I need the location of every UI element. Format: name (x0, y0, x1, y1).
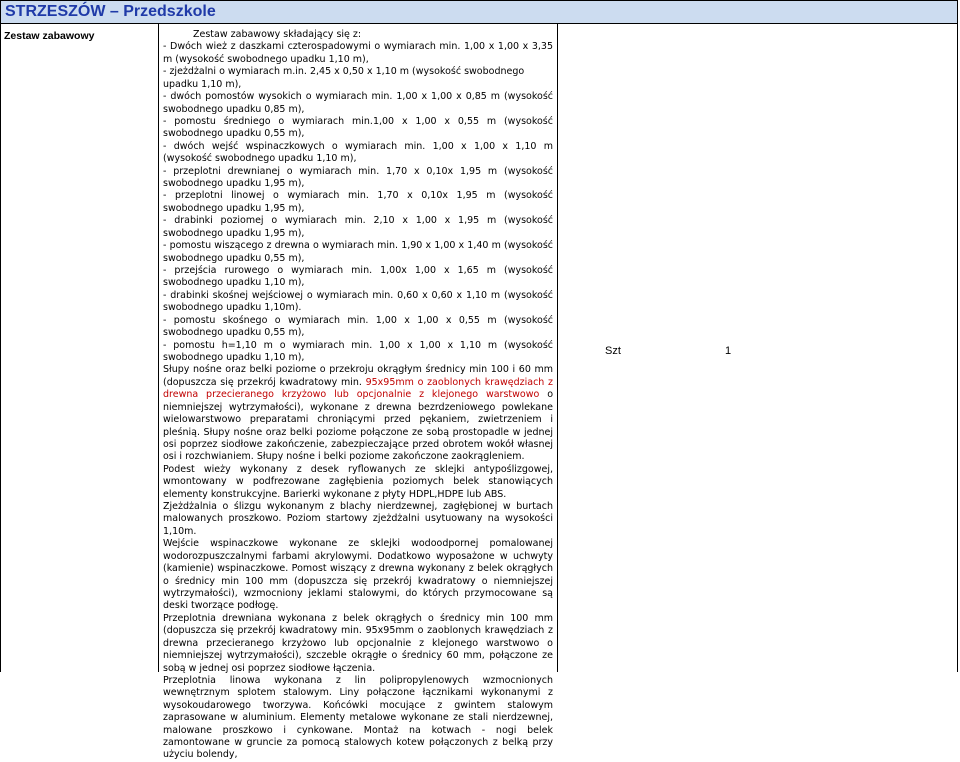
item-description (163, 29, 553, 762)
description-przeplotnia-drewniana: Przeplotnia drewniana wykonana z belek okrągłych o średnicy min 100 mm (dopuszcza się przekrój kwadratowy min. 95x95mm o zaoblonych krawędziach z drewna przecieranego krzyżowo lub opcjonalnie z klejonego warstwowo o niemniejszej wytrzymałości), szczeble okrągłe o średnicy 60 mm, połączone ze sobą w jednej osi poprzez siodłowe łączenia. (163, 612, 553, 674)
description-item: - dwóch wejść wspinaczkowych o wymiarach min. 1,00 x 1,00 x 1,10 m (wysokość swobodnego upadku 1,10 m), (163, 140, 553, 165)
section-header (0, 0, 958, 24)
description-item: - pomostu skośnego o wymiarach min. 1,00 x 1,00 x 0,55 m (wysokość swobodnego upadku 0,55 m), (163, 314, 553, 339)
description-item: - pomostu średniego o wymiarach min.1,00 x 1,00 x 0,55 m (wysokość swobodnego upadku 0,55 m), (163, 115, 553, 140)
slupy-text-continued: o niemniejszej wytrzymałości), wykonane z drewna bezrdzeniowego powlekane wielowarstwowo preparatami chroniącymi przed pękaniem, zwietrzeniem i pleśnią. Słupy nośne oraz belki poziome połączone ze sobą prostopadle w jednej osi poprzez siodłowe zakończenie, zabezpieczające przed obrotem wokół własnej osi i rozchwianiem. Słupy nośne i belki poziome zakończone zaokrągleniem. (163, 389, 553, 463)
description-podest: Podest wieży wykonany z desek ryflowanych ze sklejki antypoślizgowej, wmontowany w podfrezowane zagłębienia poziomych belek stanowiących elementy konstrukcyjne. Barierki wykonane z płyty HDPL,HDPE lub ABS. (163, 463, 553, 500)
description-item: - zjeżdżalni o wymiarach m.in. 2,45 x 0,50 x 1,10 m (wysokość swobodnego upadku 1,10 m), (163, 66, 525, 90)
description-wejscie: Wejście wspinaczkowe wykonane ze sklejki wodoodpornej pomalowanej wodorozpuszczalnymi farbami akrylowymi. Dodatkowo wyposażone w uchwyty (kamienie) wspinaczkowe. Pomost wiszący z drewna wykonany z belek okrągłych o średnicy min 100 mm (dopuszcza się przekrój kwadratowy o niemniejszej wytrzymałości), wzmocniony jeklami stalowymi, do których przymocowane są deski tworzące podłogę. (163, 538, 553, 612)
description-item: - Dwóch wież z daszkami czterospadowymi o wymiarach min. 1,00 x 1,00 x 3,35 m (wysokość swobodnego upadku 1,10 m), (163, 41, 553, 65)
description-item: - przeplotni linowej o wymiarach min. 1,70 x 0,10x 1,95 m (wysokość swobodnego upadku 1,95 m), (163, 190, 553, 214)
description-zjezdzalnia: Zjeżdżalnia o ślizgu wykonanym z blachy nierdzewnej, zagłębionej w burtach malowanych proszkowo. Poziom startowy zjeżdżalni usytuowany na wysokości 1,10m. (163, 501, 553, 537)
section-title: STRZESZÓW – Przedszkole (5, 3, 216, 20)
description-przeplotnia-linowa: Przeplotnia linowa wykonana z lin polipropylenowych wzmocnionych wewnętrznym splotem stalowym. Liny połączone łącznikami wykonanymi z wysokoudarowego tworzywa. Końcówki mocujące z gwintem stalowym zaprasowane w aluminium. Elementy metalowe wykonane ze stali nierdzewnej, malowane proszkowo i cynkowane. Montaż na kotwach - nogi belek zamontowane w gruncie za pomocą stalowych kotew połączonych z belką przy użyciu bolendy, (163, 674, 553, 761)
slupy-colored-text: 95x95mm o zaoblonych krawędziach z drewna przecieranego krzyżowo lub opcjonalnie z klejonego warstwowo (163, 376, 553, 401)
quantity-cell: 1 (725, 345, 732, 357)
column-divider-name (158, 24, 159, 672)
table-border-left (0, 24, 1, 672)
item-name: Zestaw zabawowy (4, 30, 95, 42)
description-intro: Zestaw zabawowy składający się z: (193, 29, 362, 40)
slupy-text: Słupy nośne oraz belki poziome o przekroju okrągłym średnicy min 100 i 60 mm (dopuszcza się przekrój kwadratowy min. (163, 364, 553, 388)
description-item: - pomostu wiszącego z drewna o wymiarach min. 1,90 x 1,00 x 1,40 m (wysokość swobodnego upadku 0,55 m), (163, 240, 553, 264)
description-item: - pomostu h=1,10 m o wymiarach min. 1,00 x 1,00 x 1,10 m (wysokość swobodnego upadku 1,10 m), (163, 339, 553, 363)
description-item: - przejścia rurowego o wymiarach min. 1,00x 1,00 x 1,65 m (wysokość swobodnego upadku 1,10 m), (163, 265, 553, 289)
description-slupy (163, 364, 553, 463)
description-item: - przeplotni drewnianej o wymiarach min. 1,70 x 0,10x 1,95 m (wysokość swobodnego upadku 1,95 m), (163, 165, 553, 190)
column-divider-description (557, 24, 558, 672)
description-item: - drabinki poziomej o wymiarach min. 2,10 x 1,00 x 1,95 m (wysokość swobodnego upadku 1,95 m), (163, 215, 553, 239)
description-item: - dwóch pomostów wysokich o wymiarach min. 1,00 x 1,00 x 0,85 m (wysokość swobodnego upadku 0,85 m), (163, 91, 553, 115)
description-item: - drabinki skośnej wejściowej o wymiarach min. 0,60 x 0,60 x 1,10 m (wysokość swobodnego upadku 1,10m). (163, 289, 553, 314)
table-border-right (957, 24, 958, 672)
unit-cell: Szt (605, 345, 621, 357)
